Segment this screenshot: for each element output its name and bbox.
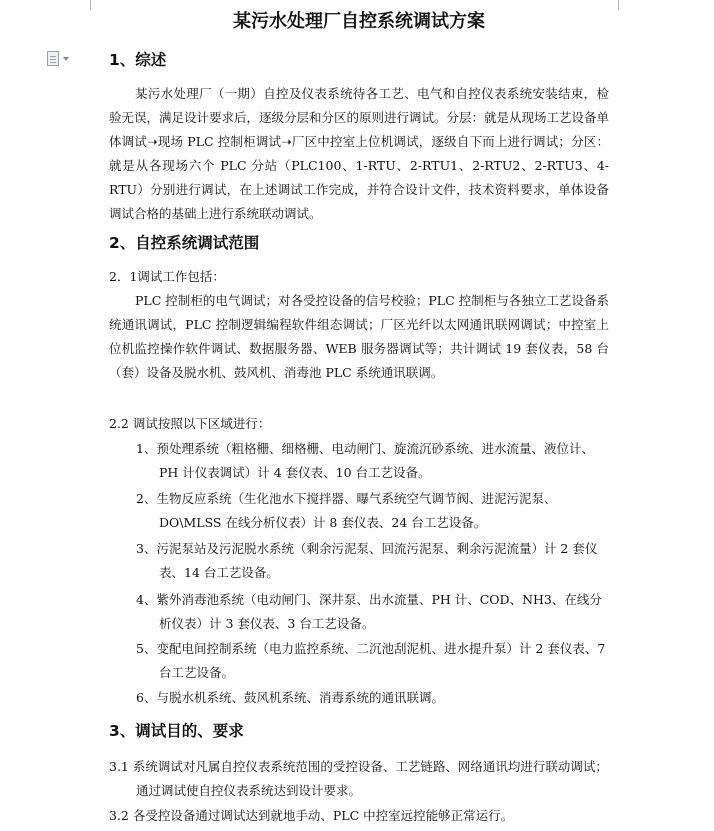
- requirement-item: 3.2 各受控设备通过调试达到就地手动、PLC 中控室远控能够正常运行。: [109, 808, 514, 823]
- subsection-title: 2．1调试工作包括：: [109, 269, 225, 284]
- document-title: 某污水处理厂自控系统调试方案: [233, 11, 485, 32]
- section-heading: 3、调试目的、要求: [109, 722, 244, 740]
- list-item: 5、变配电间控制系统（电力监控系统、二沉池刮泥机、进水提升泵）计 2 套仪表、7 台工艺设备。: [136, 641, 606, 680]
- list-item: 1、预处理系统（粗格栅、细格栅、电动闸门、旋流沉砂系统、进水流量、液位计、PH 计仪表调试）计 4 套仪表、10 台工艺设备。: [136, 441, 594, 480]
- requirement-item: 3.1 系统调试对凡属自控仪表系统范围的受控设备、工艺链路、网络通讯均进行联动调试；通过调试使自控仪表系统达到设计要求。: [109, 759, 608, 798]
- page-corner-mark: [618, 0, 629, 10]
- section-heading: 2、自控系统调试范围: [109, 234, 260, 252]
- page-corner-mark: [80, 0, 91, 10]
- chevron-down-icon[interactable]: [63, 57, 69, 61]
- subsection-body: PLC 控制柜的电气调试；对各受控设备的信号校验；PLC 控制柜与各独立工艺设备系统通讯调试，PLC 控制逻辑编程软件组态调试；厂区光纤以太网通讯联网调试；中控室上位机监控操作软件调试、数据服务器、WEB 服务器调试等；共计调试 19 套仪表，58 台（套）设备及脱水机、鼓风机、消毒池 PLC 系统通讯联调。: [109, 293, 609, 380]
- list-item: 4、紫外消毒池系统（电动闸门、深井泵、出水流量、PH 计、COD、NH3、在线分析仪表）计 3 套仪表、3 台工艺设备。: [136, 592, 602, 631]
- subsection-title: 2.2 调试按照以下区域进行：: [109, 416, 271, 431]
- list-item: 2、生物反应系统（生化池水下搅拌器、曝气系统空气调节阀、进泥污泥泵、DO\MLSS 在线分析仪表）计 8 套仪表、24 台工艺设备。: [136, 491, 557, 530]
- document-icon[interactable]: [47, 51, 59, 66]
- section-heading: 1、综述: [109, 51, 167, 69]
- list-item: 6、与脱水机系统、鼓风机系统、消毒系统的通讯联调。: [136, 690, 444, 705]
- section-body: 某污水处理厂（一期）自控及仪表系统待各工艺、电气和自控仪表系统安装结束，检验无误，满足设计要求后，逐级分层和分区的原则进行调试。分层：就是从现场工艺设备单体调试➝现场 PLC 控制柜调试➝厂区中控室上位机调试，逐级自下而上进行调试；分区：就是从各现场六个 PLC 分站（PLC100、1-RTU、2-RTU1、2-RTU2、2-RTU3、4-RTU）分别进行调试，在上述调试工作完成，并符合设计文件，技术资料要求，单体设备调试合格的基础上进行系统联动调试。: [109, 86, 610, 221]
- list-item: 3、污泥泵站及污泥脱水系统（剩余污泥泵、回流污泥泵、剩余污泥流量）计 2 套仪表、14 台工艺设备。: [136, 541, 598, 580]
